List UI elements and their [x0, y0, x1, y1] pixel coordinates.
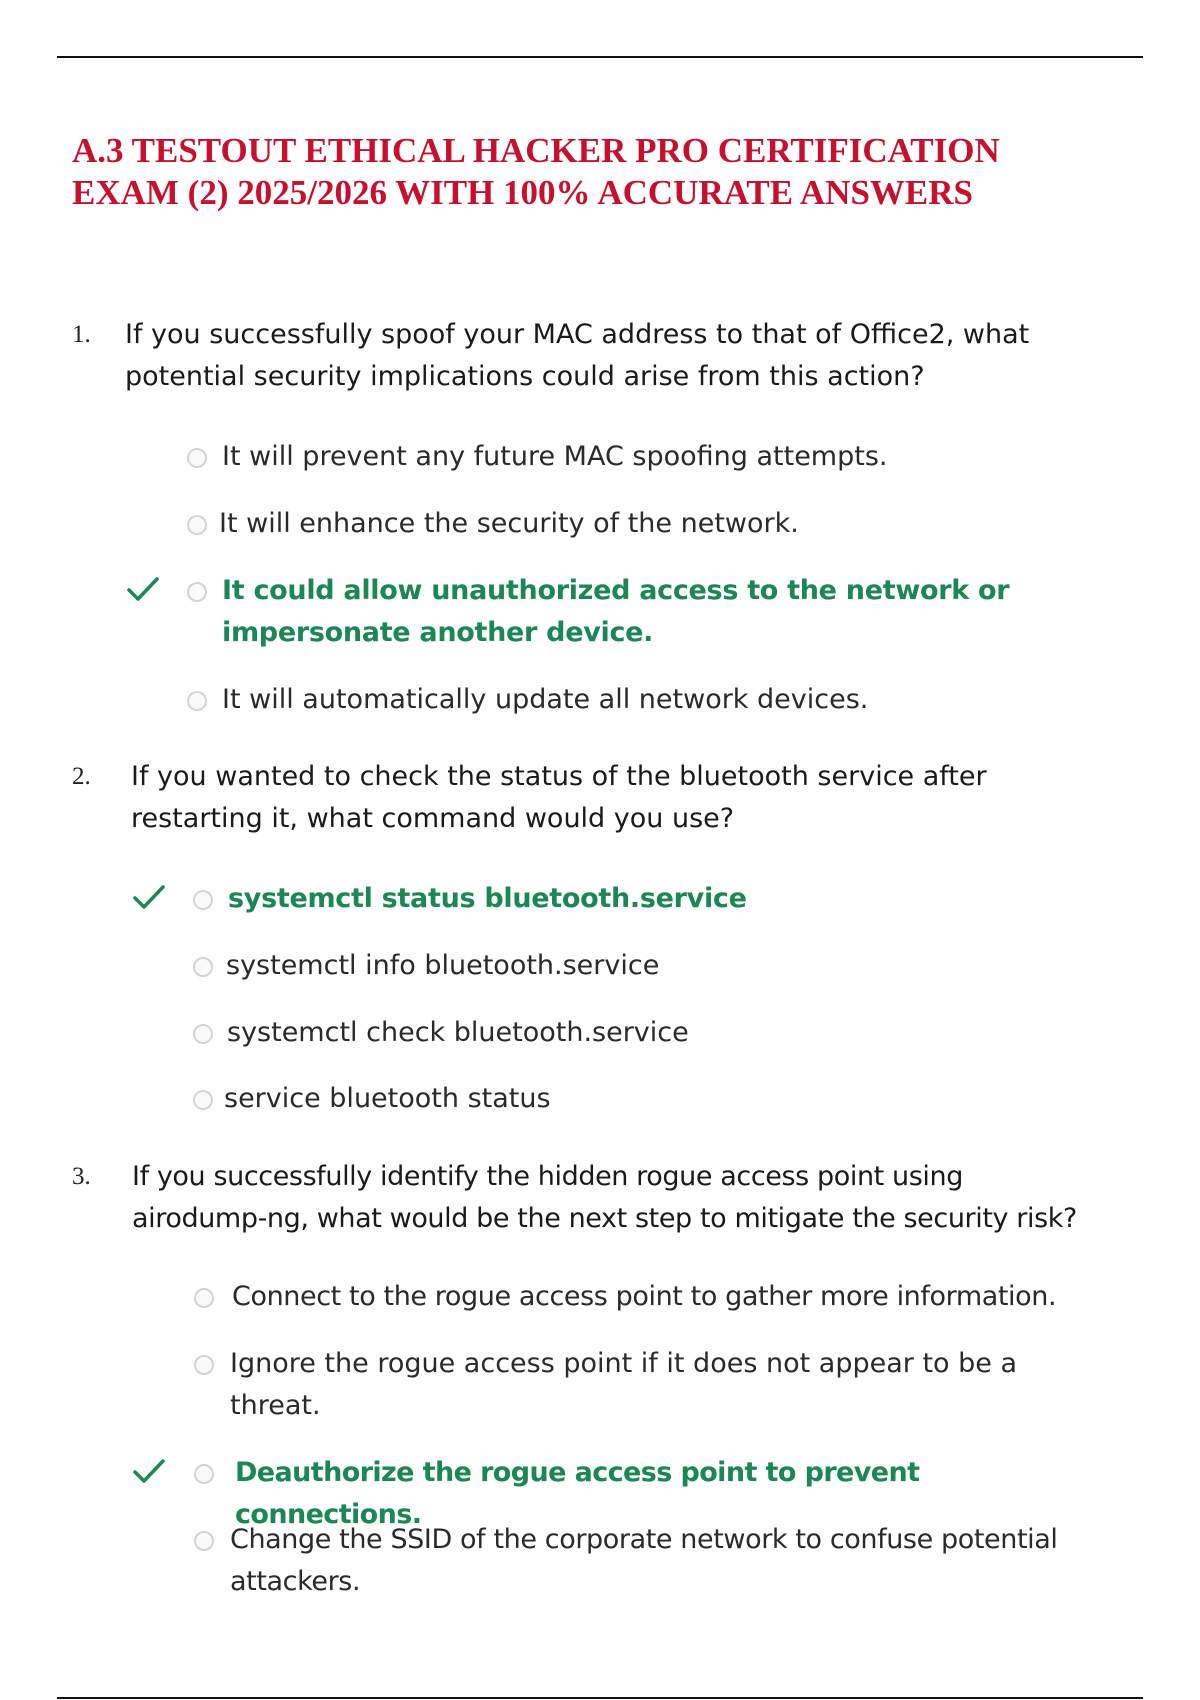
radio-circle-icon[interactable] [187, 582, 207, 602]
answer-option-text [222, 679, 868, 721]
answer-option-line-1: systemctl status bluetooth.service [228, 883, 747, 914]
answer-option-line-1: Change the SSID of the corporate network to confuse potential [230, 1524, 1058, 1555]
question-text [131, 756, 987, 840]
question-text-line-1: If you wanted to check the status of the bluetooth service after [131, 761, 987, 792]
answer-option-line-2: attackers. [230, 1566, 361, 1597]
radio-circle-icon[interactable] [187, 448, 207, 468]
answer-option-text [222, 570, 1009, 654]
radio-circle-icon[interactable] [194, 1288, 214, 1308]
question-text-line-1: If you successfully identify the hidden rogue access point using [132, 1161, 963, 1192]
radio-circle-icon[interactable] [194, 1464, 214, 1484]
title-line-1: A.3 TESTOUT ETHICAL HACKER PRO CERTIFICATION [72, 131, 1000, 170]
question-text-line-2: airodump-ng, what would be the next step to mitigate the security risk? [132, 1203, 1077, 1234]
answer-option-line-2: threat. [230, 1390, 321, 1421]
question-text [132, 1156, 1077, 1240]
question-text-line-2: potential security implications could arise from this action? [125, 361, 925, 392]
bottom-divider [57, 1697, 1143, 1699]
answer-option-line-2: impersonate another device. [222, 617, 654, 648]
question-text-line-2: restarting it, what command would you use? [131, 803, 735, 834]
question-number: 2. [72, 763, 91, 790]
answer-option-text [224, 1078, 551, 1120]
answer-option-line-1: It could allow unauthorized access to the network or [222, 575, 1010, 606]
top-divider [57, 56, 1143, 58]
radio-circle-icon[interactable] [187, 691, 207, 711]
answer-option-line-1: Connect to the rogue access point to gather more information. [232, 1281, 1057, 1312]
question-number: 1. [72, 321, 91, 348]
answer-option-text [232, 1276, 1056, 1318]
answer-option-line-1: systemctl check bluetooth.service [227, 1017, 689, 1048]
answer-option-text [228, 878, 747, 920]
radio-circle-icon[interactable] [194, 1531, 214, 1551]
question-text [125, 314, 1029, 398]
radio-circle-icon[interactable] [187, 515, 207, 535]
check-icon [132, 880, 166, 914]
answer-option-line-1: service bluetooth status [224, 1083, 551, 1114]
answer-option-text [230, 1343, 1017, 1427]
answer-option-text [230, 1519, 1058, 1603]
check-icon [126, 572, 160, 606]
answer-option-text [227, 1012, 689, 1054]
answer-option-line-1: It will automatically update all network devices. [222, 684, 869, 715]
answer-option-text [219, 503, 799, 545]
radio-circle-icon[interactable] [193, 1024, 213, 1044]
answer-option-text [222, 436, 887, 478]
answer-option-line-1: systemctl info bluetooth.service [226, 950, 660, 981]
answer-option-line-1: Ignore the rogue access point if it does not appear to be a [230, 1348, 1018, 1379]
answer-option-line-1: It will prevent any future MAC spoofing attempts. [222, 441, 888, 472]
check-icon [132, 1454, 166, 1488]
answer-option-line-1: It will enhance the security of the network. [219, 508, 799, 539]
question-text-line-1: If you successfully spoof your MAC address to that of Office2, what [125, 319, 1030, 350]
title-line-2: EXAM (2) 2025/2026 WITH 100% ACCURATE ANSWERS [72, 173, 974, 212]
document-title [72, 130, 1132, 214]
question-number: 3. [72, 1163, 91, 1190]
answer-option-line-1: Deauthorize the rogue access point to prevent connections. [235, 1457, 920, 1530]
radio-circle-icon[interactable] [193, 957, 213, 977]
radio-circle-icon[interactable] [193, 890, 213, 910]
radio-circle-icon[interactable] [193, 1090, 213, 1110]
radio-circle-icon[interactable] [194, 1355, 214, 1375]
answer-option-text [226, 945, 659, 987]
